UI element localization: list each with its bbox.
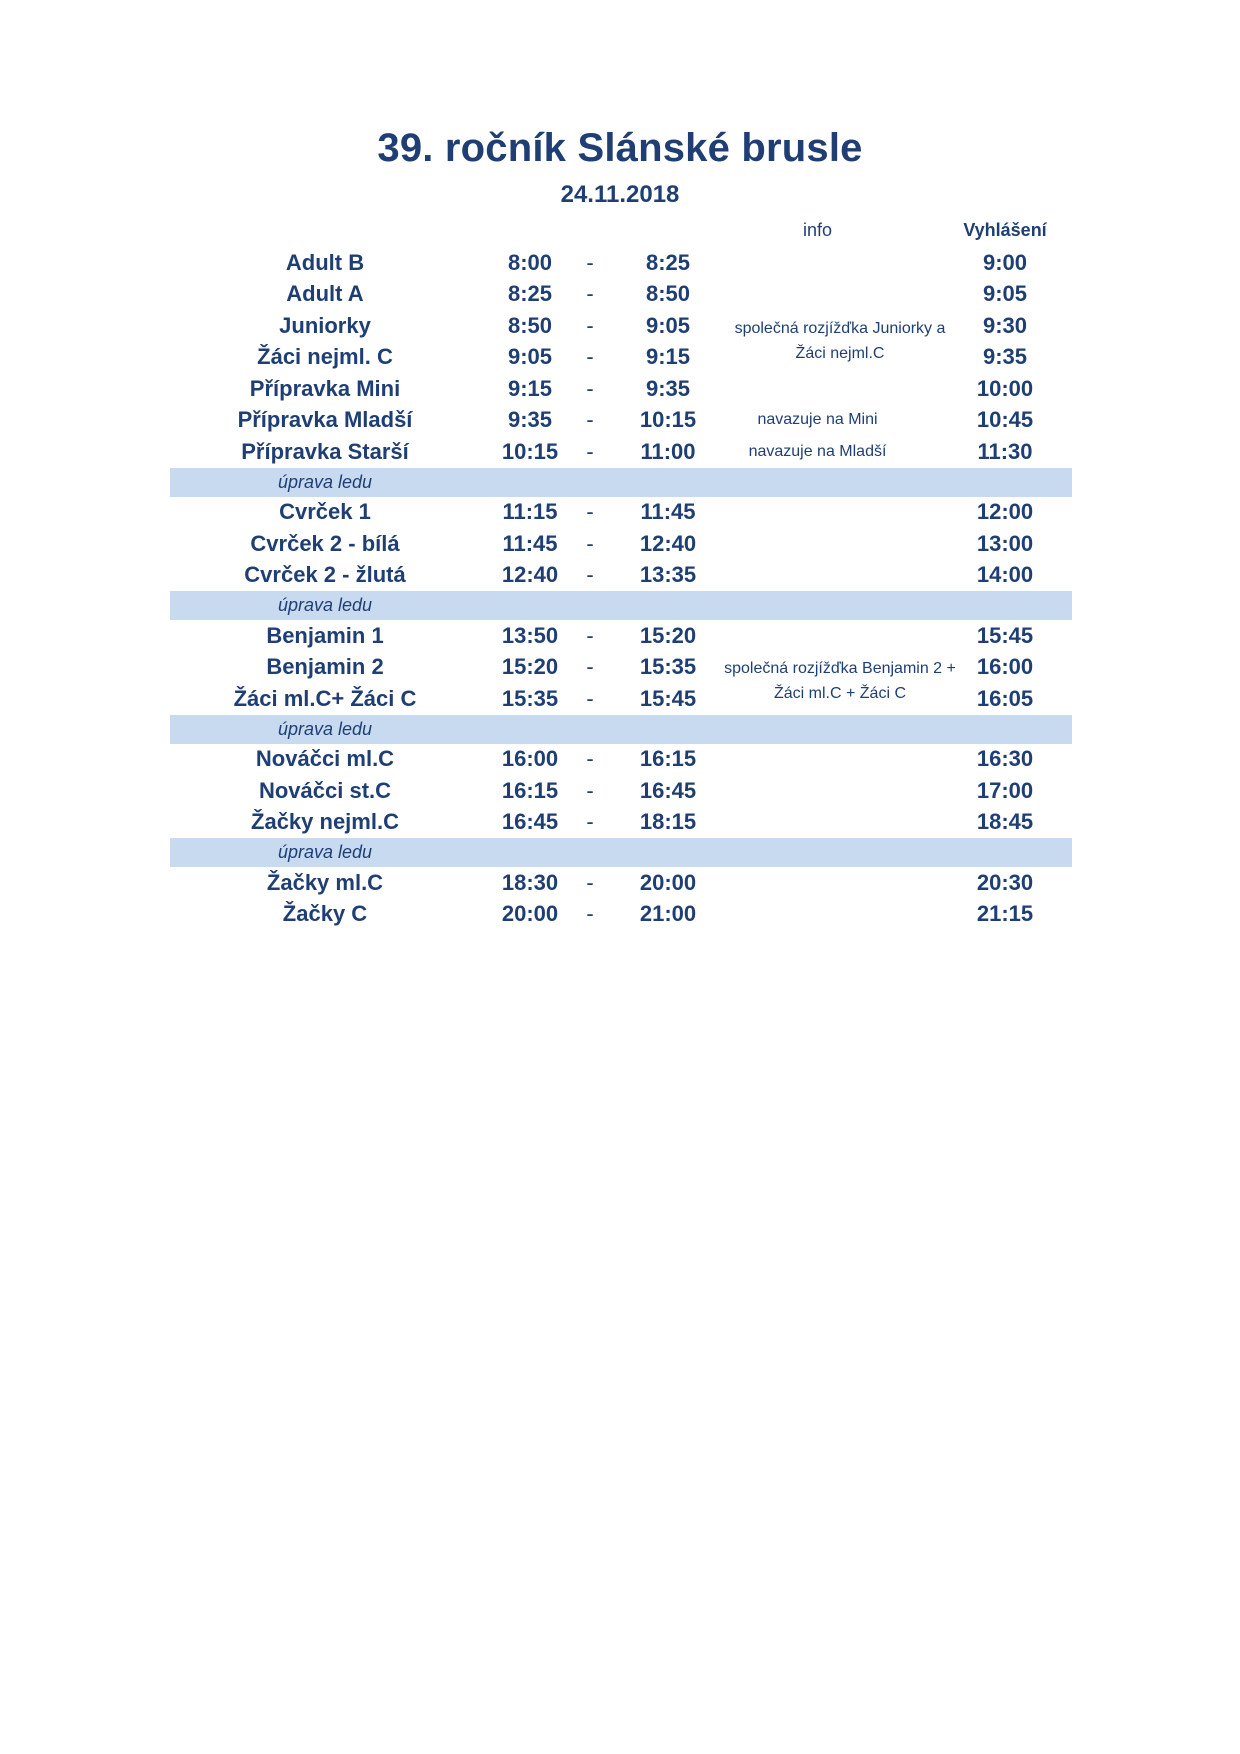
time-dash: - [586,654,594,680]
category-name: Žačky nejml.C [251,809,399,835]
time-dash: - [586,809,594,835]
award-time: 9:30 [982,312,1028,338]
info-text [710,528,925,560]
note-benjamin [690,656,990,706]
end-time: 10:15 [639,407,697,433]
time-dash: - [586,562,594,588]
ice-maintenance-row [170,591,1072,620]
time-dash: - [586,499,594,525]
start-time: 20:00 [501,901,559,927]
info-text [710,247,925,279]
start-time: 9:15 [507,375,553,401]
schedule-row [170,899,1072,931]
note-juniorky [710,316,970,366]
start-time: 10:15 [501,438,559,464]
category-name: Žáci ml.C+ Žáci C [233,685,417,711]
award-time: 10:45 [976,407,1034,433]
start-time: 9:35 [507,407,553,433]
ice-maintenance-label: úprava ledu [277,595,373,615]
schedule-row [170,405,1072,437]
end-time: 9:35 [645,375,691,401]
end-time: 16:15 [639,746,697,772]
category-name: Přípravka Starší [241,438,409,464]
start-time: 8:25 [507,281,553,307]
note-benjamin-line2: Žáci ml.C + Žáci C [773,685,906,702]
end-time: 11:00 [640,438,696,464]
schedule-row [170,436,1072,468]
category-name: Juniorky [279,312,371,338]
category-name: Přípravka Mladší [237,407,413,433]
start-time: 9:05 [507,344,553,370]
award-time: 10:00 [976,375,1034,401]
start-time: 8:00 [507,249,553,275]
ice-maintenance-row [170,468,1072,497]
award-time: 9:00 [982,249,1028,275]
note-juniorky-line2: Žáci nejml.C [795,345,885,362]
end-time: 15:35 [639,654,697,680]
start-time: 16:00 [501,746,559,772]
info-text: navazuje na Mladší [748,442,887,460]
time-dash: - [586,622,594,648]
info-text [710,867,925,899]
award-time: 11:30 [977,438,1033,464]
end-time: 12:40 [639,530,697,556]
schedule-row [170,744,1072,776]
note-juniorky-line1: společná rozjížďka Juniorky a [734,320,946,337]
event-date: 24.11.2018 [560,181,680,208]
award-time: 18:45 [976,809,1034,835]
award-time: 12:00 [976,499,1034,525]
info-text [710,373,925,405]
start-time: 16:15 [501,777,559,803]
category-name: Nováčci ml.C [255,746,395,772]
award-time: 13:00 [976,530,1034,556]
time-dash: - [586,249,594,275]
time-dash: - [586,685,594,711]
time-dash: - [586,530,594,556]
end-time: 9:05 [645,312,691,338]
time-dash: - [586,746,594,772]
ice-maintenance-row [170,715,1072,744]
schedule-row [170,373,1072,405]
info-text [710,744,925,776]
start-time: 8:50 [507,312,553,338]
start-time: 16:45 [501,809,559,835]
category-name: Adult A [286,281,364,307]
category-name: Nováčci st.C [258,777,392,803]
start-time: 12:40 [501,562,559,588]
time-dash: - [586,344,594,370]
ice-maintenance-label: úprava ledu [277,718,373,739]
info-text [710,807,925,839]
time-dash: - [586,777,594,803]
category-name: Žáci nejml. C [257,344,393,370]
category-name: Přípravka Mini [249,375,401,401]
info-text [710,775,925,807]
award-time: 9:35 [982,344,1028,370]
time-dash: - [586,438,594,464]
end-time: 13:35 [639,562,697,588]
award-time: 17:00 [976,777,1034,803]
time-dash: - [586,407,594,433]
start-time: 15:20 [501,654,559,680]
info-text: navazuje na Mini [757,411,878,429]
category-name: Cvrček 2 - žlutá [244,562,406,588]
category-name: Cvrček 1 [279,499,371,525]
end-time: 15:45 [639,685,697,711]
end-time: 9:15 [645,344,691,370]
end-time: 8:25 [645,249,691,275]
end-time: 21:00 [639,901,697,927]
info-text [710,560,925,592]
category-name: Adult B [285,249,365,275]
award-time: 21:15 [976,901,1034,927]
schedule-row [170,867,1072,899]
schedule-row [170,560,1072,592]
info-column-header: info [802,220,833,240]
end-time: 15:20 [639,622,697,648]
time-dash: - [586,375,594,401]
schedule-row [170,775,1072,807]
award-time: 14:00 [976,562,1034,588]
end-time: 11:45 [640,499,696,525]
ice-maintenance-row [170,838,1072,867]
category-name: Cvrček 2 - bílá [250,530,400,556]
schedule-row [170,497,1072,529]
category-name: Benjamin 2 [266,654,384,680]
info-text [710,497,925,529]
ice-maintenance-label: úprava ledu [277,471,373,492]
end-time: 8:50 [645,281,691,307]
time-dash: - [586,869,594,895]
start-time: 11:45 [502,530,558,556]
time-dash: - [586,312,594,338]
category-name: Žačky ml.C [266,869,384,895]
start-time: 11:15 [502,499,558,525]
info-text [710,279,925,311]
end-time: 16:45 [639,777,697,803]
ice-maintenance-label: úprava ledu [277,842,373,862]
schedule-row [170,279,1072,311]
start-time: 15:35 [501,685,559,711]
start-time: 13:50 [501,622,559,648]
end-time: 20:00 [639,869,697,895]
award-time: 16:05 [976,685,1034,711]
schedule-row [170,528,1072,560]
award-column-header: Vyhlášení [963,220,1047,240]
info-text [710,620,925,652]
category-name: Žačky C [282,901,368,927]
award-time: 9:05 [982,281,1028,307]
award-time: 20:30 [976,869,1034,895]
start-time: 18:30 [501,869,559,895]
award-time: 16:30 [976,746,1034,772]
end-time: 18:15 [639,809,697,835]
award-time: 15:45 [976,622,1034,648]
schedule-row [170,807,1072,839]
category-name: Benjamin 1 [266,622,384,648]
award-time: 16:00 [976,654,1034,680]
time-dash: - [586,281,594,307]
note-benjamin-line1: společná rozjížďka Benjamin 2 + [724,660,956,677]
time-dash: - [586,901,594,927]
schedule-row [170,247,1072,279]
page-title: 39. ročník Slánské brusle [377,126,863,170]
schedule-row [170,620,1072,652]
info-text [710,899,925,931]
